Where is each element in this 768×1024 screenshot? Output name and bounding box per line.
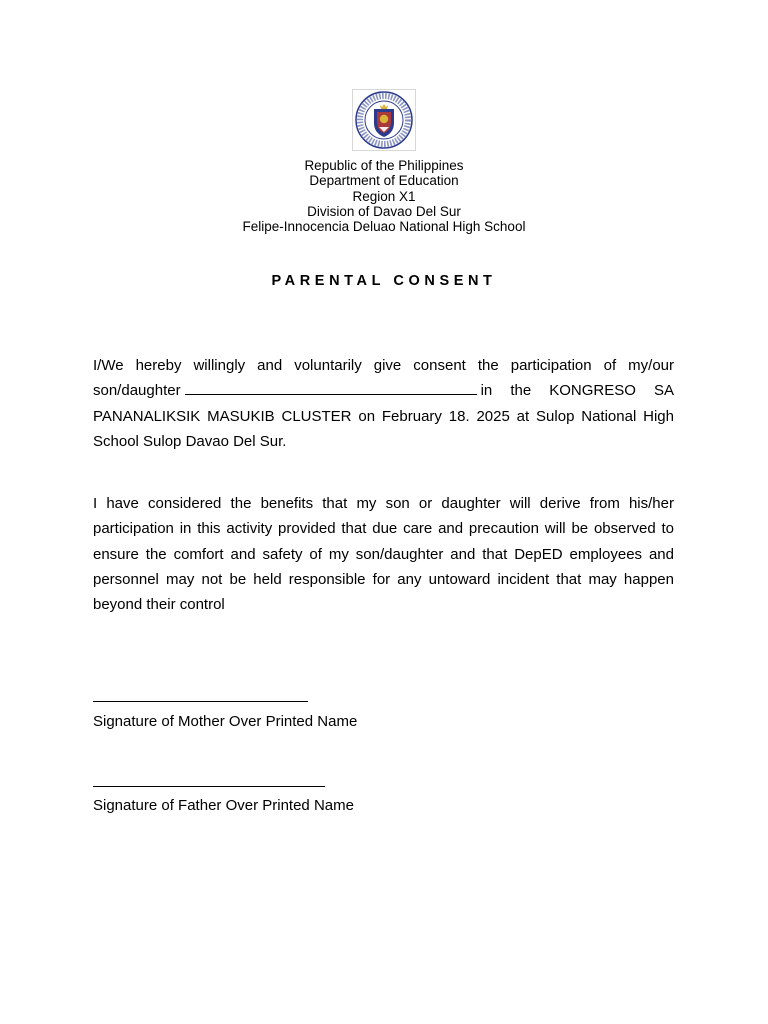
father-signature-label: Signature of Father Over Printed Name bbox=[93, 797, 354, 814]
mother-signature-line[interactable] bbox=[93, 700, 308, 702]
deped-seal-icon bbox=[352, 89, 416, 151]
letterhead bbox=[0, 158, 768, 234]
letterhead-division: Division of Davao Del Sur bbox=[307, 203, 461, 219]
mother-signature-label: Signature of Mother Over Printed Name bbox=[93, 713, 358, 730]
student-name-blank[interactable] bbox=[185, 379, 477, 395]
consent-paragraph-start: I/We hereby willingly and voluntarily give consent the participation of my/our son/daughter bbox=[93, 357, 674, 400]
letterhead-department: Department of Education bbox=[309, 173, 459, 189]
document-title: PARENTAL CONSENT bbox=[271, 273, 497, 289]
father-signature-line[interactable] bbox=[93, 785, 325, 787]
consent-paragraph-end: in the KONGRESO SA PANANALIKSIK MASUKIB CLUSTER on February 18. 2025 at Sulop National High School Sulop Davao Del Sur. bbox=[93, 382, 674, 450]
letterhead-school: Felipe-Innocencia Deluao National High School bbox=[242, 219, 526, 235]
consent-paragraph bbox=[93, 353, 674, 454]
letterhead-region: Region X1 bbox=[352, 188, 416, 204]
acknowledgement-paragraph: I have considered the benefits that my son or daughter will derive from his/her participation in this activity provided that due care and precaution will be observed to ensure the comfort and safety of my son/daughter and that DepED employees and personnel may not be held responsible for any untoward incident that may happen beyond their control bbox=[93, 495, 674, 614]
letterhead-country: Republic of the Philippines bbox=[304, 158, 464, 173]
